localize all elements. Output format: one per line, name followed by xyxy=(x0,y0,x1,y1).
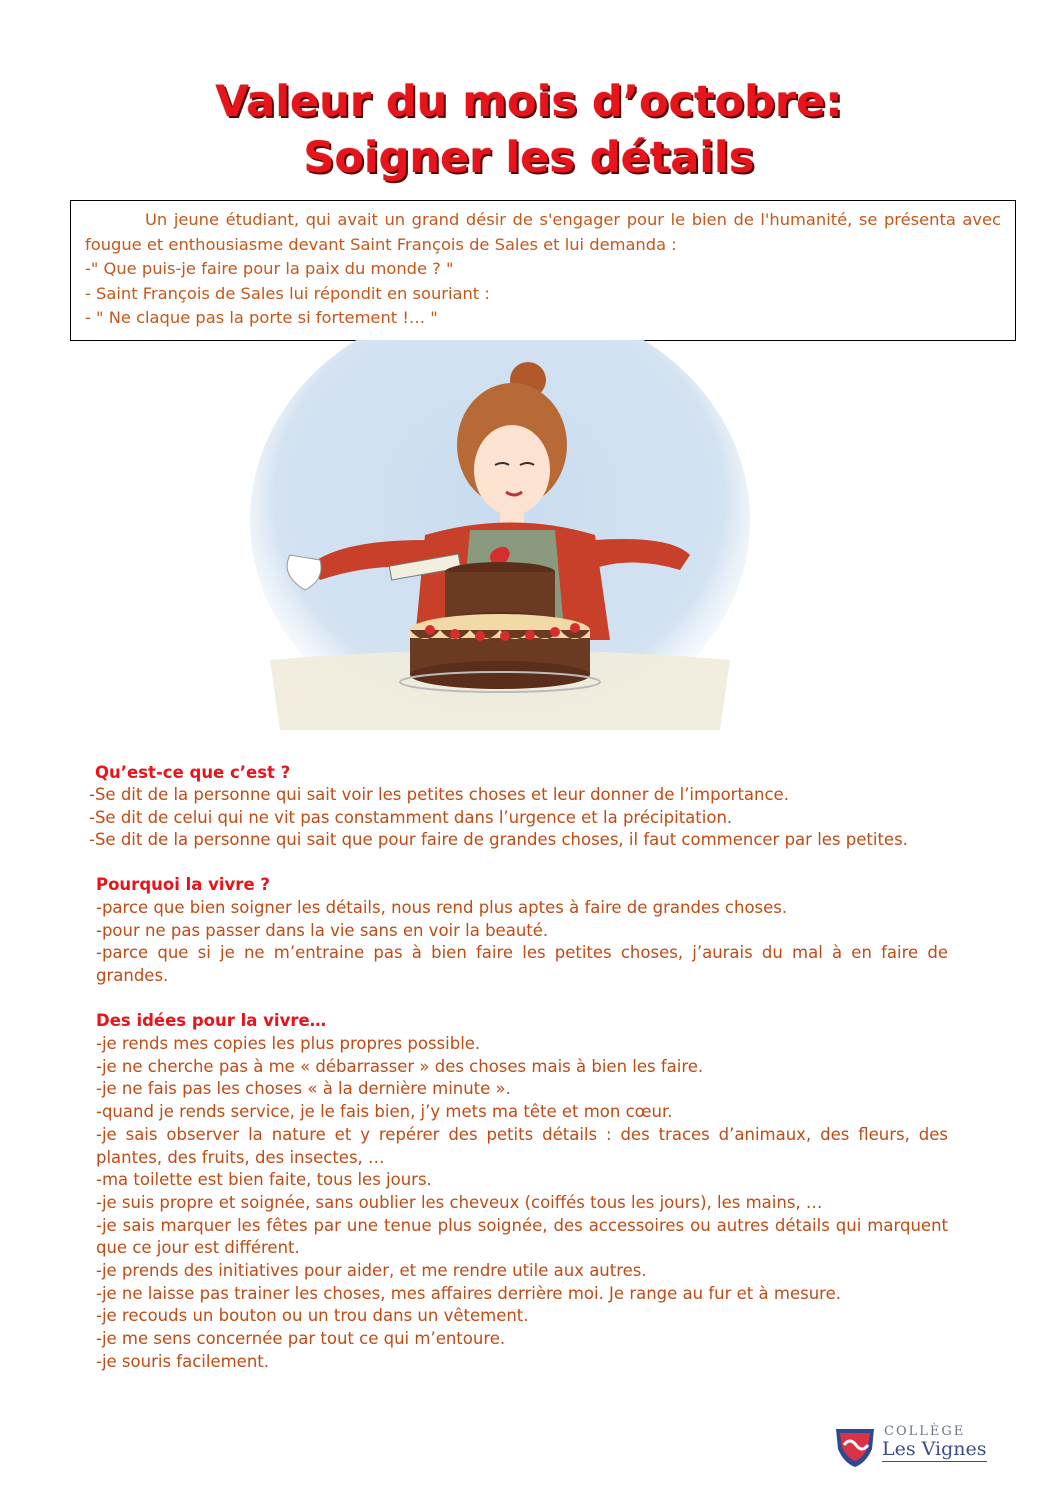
logo-college-name: Les Vignes xyxy=(882,1438,987,1460)
list-item: -je ne cherche pas à me « débarrasser » des choses mais à bien les faire. xyxy=(96,1056,704,1076)
list-item: -je prends des initiatives pour aider, et me rendre utile aux autres. xyxy=(96,1261,647,1281)
list-item: -je ne fais pas les choses « à la dernière minute ». xyxy=(96,1079,511,1099)
section-title-ideas: Des idées pour la vivre… xyxy=(96,1011,327,1030)
story-line: -" Que puis-je faire pour la paix du monde ? " xyxy=(85,259,454,279)
list-item: -je souris facilement. xyxy=(96,1351,270,1371)
college-shield-icon xyxy=(832,1425,878,1469)
list-item: -parce que si je ne m’entraine pas à bien faire les petites choses, j’aurais du mal à en faire de grandes. xyxy=(96,943,948,986)
list-item: -Se dit de la personne qui sait voir les petites choses et leur donner de l’importance. xyxy=(89,785,789,804)
list-item: -je suis propre et soignée, sans oublier les cheveux (coiffés tous les jours), les mains, … xyxy=(96,1192,823,1212)
cake-decorating-illustration xyxy=(250,340,750,730)
list-item: -je rends mes copies les plus propres possible. xyxy=(96,1034,481,1053)
list-item: -je recouds un bouton ou un trou dans un vêtement. xyxy=(96,1306,529,1326)
list-item: -Se dit de celui qui ne vit pas constamment dans l’urgence et la précipitation. xyxy=(89,807,733,827)
story-line: Un jeune étudiant, qui avait un grand désir de s'engager pour le bien de l'humanité, se présenta avec fougue et enthousiasme devant Saint François de Sales et lui demanda : xyxy=(85,210,1001,254)
story-box xyxy=(70,200,1016,341)
list-item: -je me sens concernée par tout ce qui m’entoure. xyxy=(96,1329,506,1349)
section-why-list xyxy=(96,897,948,988)
title-line-2: Soigner les détails xyxy=(303,133,755,183)
list-item: -quand je rends service, je le fais bien, j’y mets ma tête et mon cœur. xyxy=(96,1102,673,1122)
list-item: -pour ne pas passer dans la vie sans en voir la beauté. xyxy=(96,920,549,940)
story-line: - Saint François de Sales lui répondit en souriant : xyxy=(85,283,490,303)
section-title-what: Qu’est-ce que c’est ? xyxy=(95,763,291,782)
list-item: -je sais marquer les fêtes par une tenue plus soignée, des accessoires ou autres détails qui marquent que ce jour est différent. xyxy=(96,1215,948,1258)
list-item: -ma toilette est bien faite, tous les jours. xyxy=(96,1170,432,1190)
story-line: - " Ne claque pas la porte si fortement !… " xyxy=(85,308,438,328)
logo-college-label: COLLÈGE xyxy=(884,1424,966,1439)
section-title-why: Pourquoi la vivre ? xyxy=(96,875,270,894)
page-title xyxy=(0,74,1058,186)
list-item: -parce que bien soigner les détails, nous rend plus aptes à faire de grandes choses. xyxy=(96,898,788,917)
list-item: -je ne laisse pas trainer les choses, mes affaires derrière moi. Je range au fur et à mesure. xyxy=(96,1283,841,1303)
section-ideas-list xyxy=(96,1033,948,1374)
title-line-1: Valeur du mois d’octobre: xyxy=(215,77,843,127)
list-item: -Se dit de la personne qui sait que pour faire de grandes choses, il faut commencer par les petites. xyxy=(89,830,908,850)
list-item: -je sais observer la nature et y repérer des petits détails : des traces d’animaux, des fleurs, des plantes, des fruits, des insectes, … xyxy=(96,1124,948,1167)
section-what-list xyxy=(89,784,969,852)
